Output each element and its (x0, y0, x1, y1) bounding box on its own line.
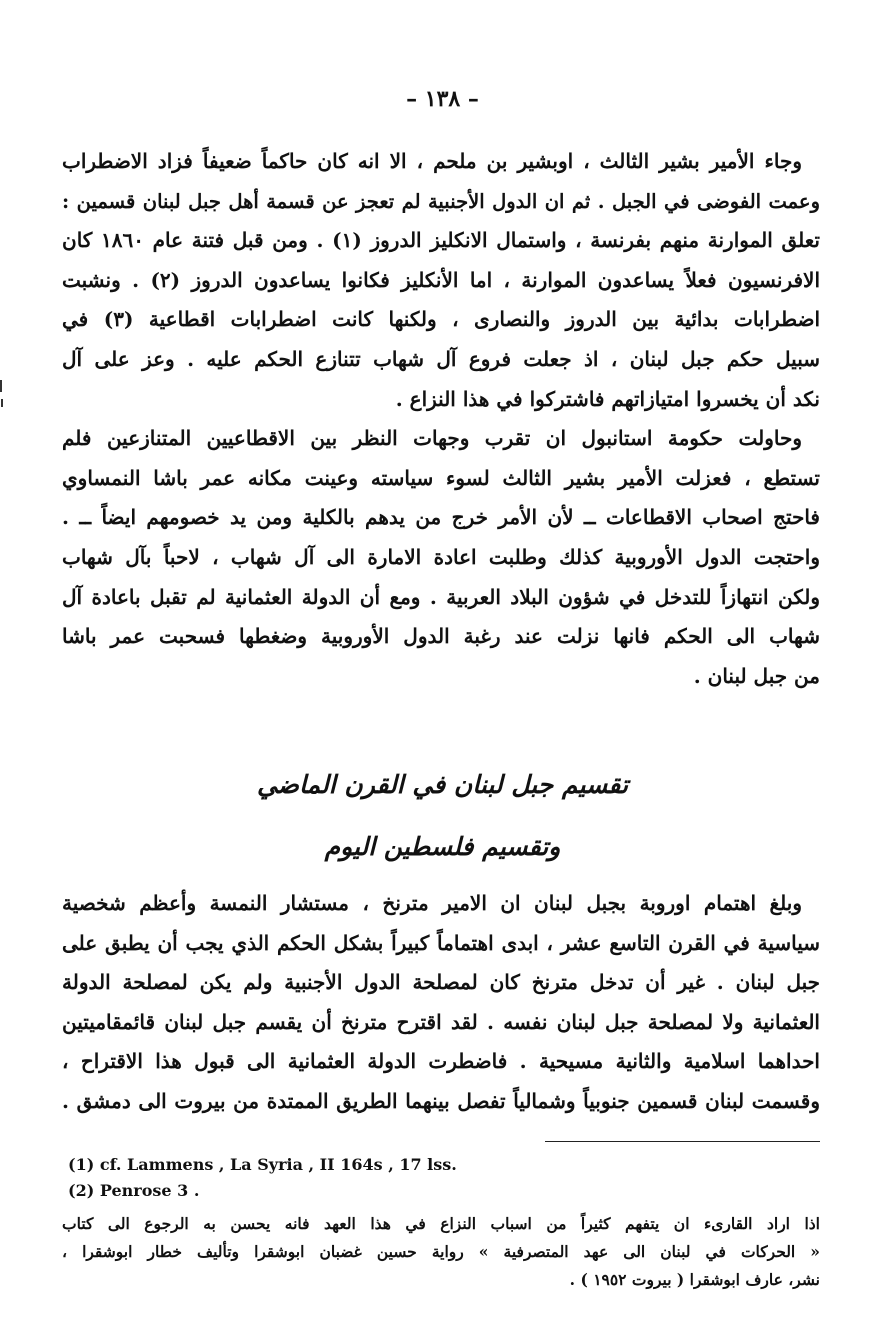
text-line: ولكن انتهازاً للتدخل في شؤون البلاد العربية . ومع أن الدولة العثمانية لم تقبل باعادة آل (62, 584, 820, 609)
footnote-line: اذا اراد القارىء ان يتفهم كثيراً من اسباب النزاع في هذا العهد فانه يحسن به الرجوع الى كتاب (62, 1214, 820, 1233)
text-line: وحاولت حكومة استانبول ان تقرب وجهات النظر بين الاقطاعيين المتنازعين فلم (62, 426, 802, 451)
text-line: جبل لبنان . غير أن تدخل مترنخ كان لمصلحة الدول الأجنبية ولم يكن لمصلحة الدولة (62, 970, 820, 995)
text-line: من جبل لبنان . (693, 663, 820, 688)
text-line: شهاب الى الحكم فانها نزلت عند رغبة الدول الأوروبية وضغطها فسحبت عمر باشا (62, 624, 820, 649)
text-line: العثمانية ولا لمصلحة جبل لبنان نفسه . لقد اقترح مترنخ أن يقسم جبل لبنان قائمقاميتين (62, 1009, 820, 1034)
section-heading-line-2: وتقسيم فلسطين اليوم (324, 832, 561, 861)
text-line: سبيل حكم جبل لبنان ، اذ جعلت فروع آل شهاب تتنازع الحكم عليه . وعز على آل (62, 346, 820, 371)
text-line: وجاء الأمير بشير الثالث ، اوبشير بن ملحم ، الا انه كان حاكماً ضعيفاً فزاد الاضطراب (62, 149, 802, 173)
text-line: سياسية في القرن التاسع عشر ، ابدى اهتماماً كبيراً بشكل الحكم الذي يجب أن يطبق على (62, 930, 820, 955)
text-line: واحتجت الدول الأوروبية كذلك وطلبت اعادة الامارة الى آل شهاب ، لاحباً بآل شهاب (62, 544, 820, 569)
text-line: احداهما اسلامية والثانية مسيحية . فاضطرت الدولة العثمانية الى قبول هذا الاقتراح ، (62, 1049, 820, 1074)
text-line: تعلق الموارنة منهم بفرنسة ، واستمال الانكليز الدروز (١) . ومن قبل فتنة عام ١٨٦٠ كان (62, 228, 820, 253)
footnote-1: (1) cf. Lammens , La Syria , II 164s , 17 lss. (68, 1155, 457, 1174)
footnote-line: « الحركات في لبنان الى عهد المتصرفية » رواية حسين غضبان ابوشقرا وتأليف خطار ابوشقرا ، (62, 1242, 820, 1261)
footnote-2: (2) Penrose 3 . (68, 1181, 200, 1200)
footnote-3 (62, 1210, 820, 1294)
section-heading-line-1: تقسيم جبل لبنان في القرن الماضي (256, 770, 629, 799)
text-line: وقسمت لبنان قسمين جنوبياً وشمالياً تفصل بينهما الطريق الممتدة من بيروت الى دمشق . (62, 1088, 820, 1113)
main-text-section-2 (62, 884, 820, 1122)
paragraph-istanbul-government (62, 419, 820, 696)
footnote-line: نشر، عارف ابوشقرا ( بيروت ١٩٥٢ ) . (569, 1270, 820, 1289)
page-number: – ١٣٨ – (406, 86, 479, 112)
main-text-section-1 (62, 142, 820, 696)
text-line: تستطع ، فعزلت الأمير بشير الثالث لسوء سياسته وعينت مكانه عمر باشا النمساوي (62, 465, 820, 490)
margin-scan-mark (0, 380, 2, 392)
text-line: الافرنسيون فعلاً يساعدون الموارنة ، اما الأنكليز فكانوا يساعدون الدروز (٢) . ونشبت (62, 267, 820, 292)
text-line: اضطرابات بدائية بين الدروز والنصارى ، ولكنها كانت اضطرابات اقطاعية (٣) في (62, 307, 821, 332)
text-line: وعمت الفوضى في الجبل . ثم ان الدول الأجنبية لم تعجز عن قسمة أهل جبل لبنان قسمين : (62, 189, 820, 213)
paragraph-bashir-third (62, 142, 820, 419)
text-line: فاحتج اصحاب الاقطاعات ــ لأن الأمر خرج من يدهم بالكلية ومن يد خصومهم ايضاً ــ . (62, 505, 820, 530)
text-line: وبلغ اهتمام اوروبة بجبل لبنان ان الامير مترنخ ، مستشار النمسة وأعظم شخصية (62, 891, 802, 915)
footnote-divider (545, 1141, 820, 1142)
text-line: نكد أن يخسروا امتيازاتهم فاشتركوا في هذا النزاع . (395, 386, 820, 411)
margin-scan-mark (1, 399, 3, 407)
paragraph-metternich (62, 884, 820, 1122)
